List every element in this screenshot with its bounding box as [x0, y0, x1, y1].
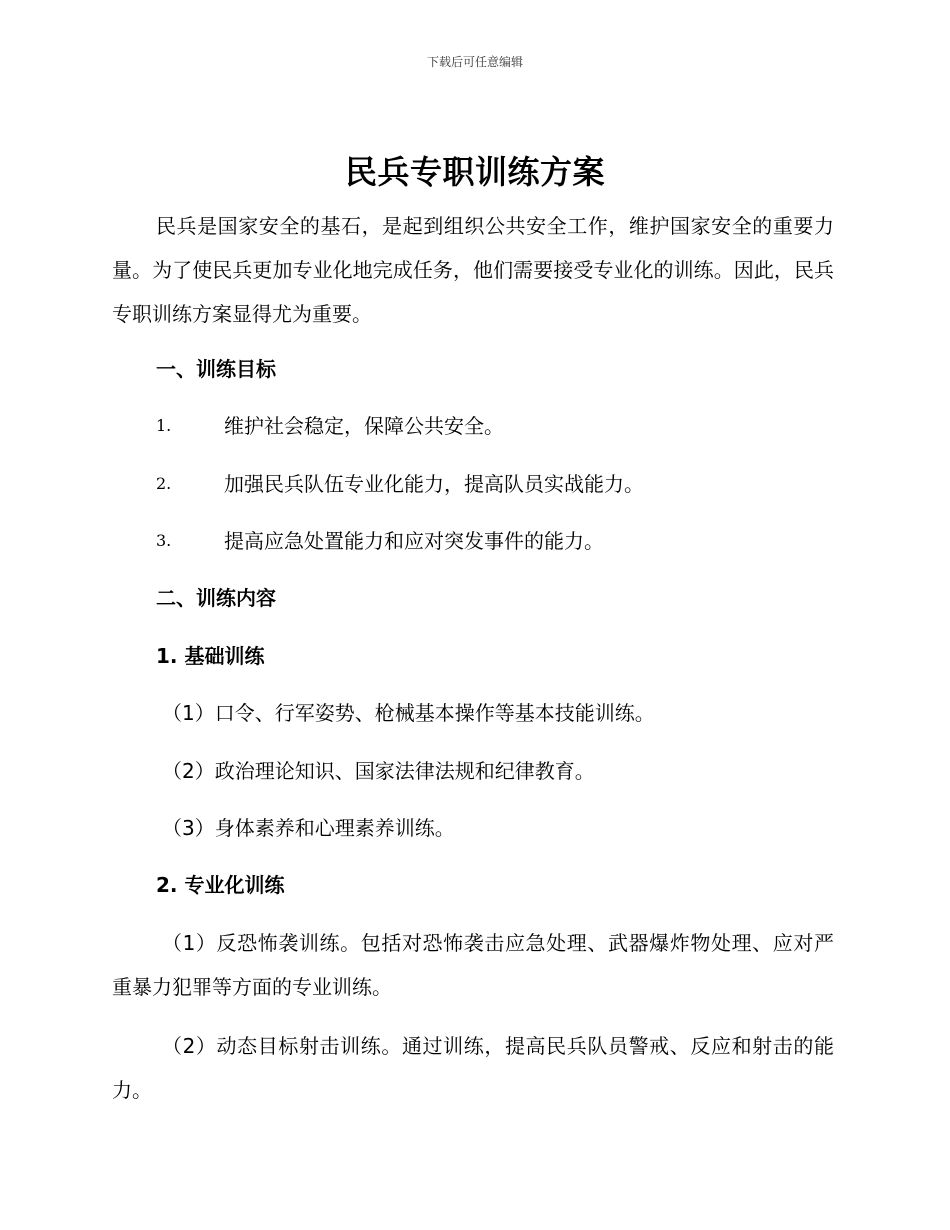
section-heading-content: 二、训练内容: [156, 586, 276, 610]
intro-paragraph: 民兵是国家安全的基石，是起到组织公共安全工作，维护国家安全的重要力量。为了使民兵更加专业化地完成任务，他们需要接受专业化的训练。因此，民兵专职训练方案显得尤为重要。: [112, 214, 834, 326]
basic-training-item: （3）身体素养和心理素养训练。: [162, 816, 455, 840]
goal-item-text: 提高应急处置能力和应对突发事件的能力。: [224, 529, 604, 553]
professional-training-item: （1）反恐怖袭训练。包括对恐怖袭击应急处理、武器爆炸物处理、应对严重暴力犯罪等方面的专业训练。: [112, 931, 834, 999]
subsection-heading-professional: 2. 专业化训练: [156, 873, 285, 897]
goal-item-text: 维护社会稳定，保障公共安全。: [224, 414, 504, 438]
goal-item-number: 3.: [156, 531, 172, 550]
document-title: 民兵专职训练方案: [344, 153, 605, 191]
professional-training-item: （2）动态目标射击训练。通过训练，提高民兵队员警戒、反应和射击的能力。: [112, 1034, 834, 1102]
basic-training-item: （2）政治理论知识、国家法律法规和纪律教育。: [162, 759, 595, 783]
page-header: 下载后可任意编辑: [426, 55, 523, 69]
goal-item-text: 加强民兵队伍专业化能力，提高队员实战能力。: [224, 472, 644, 496]
goal-item-number: 2.: [156, 474, 172, 493]
goal-item: [112, 411, 834, 441]
goal-item: [112, 526, 834, 556]
goal-item: [112, 469, 834, 499]
basic-training-item: （1）口令、行军姿势、枪械基本操作等基本技能训练。: [162, 701, 655, 725]
subsection-heading-basic: 1. 基础训练: [156, 644, 265, 668]
goal-item-number: 1.: [156, 416, 172, 435]
section-heading-goals: 一、训练目标: [156, 357, 276, 381]
